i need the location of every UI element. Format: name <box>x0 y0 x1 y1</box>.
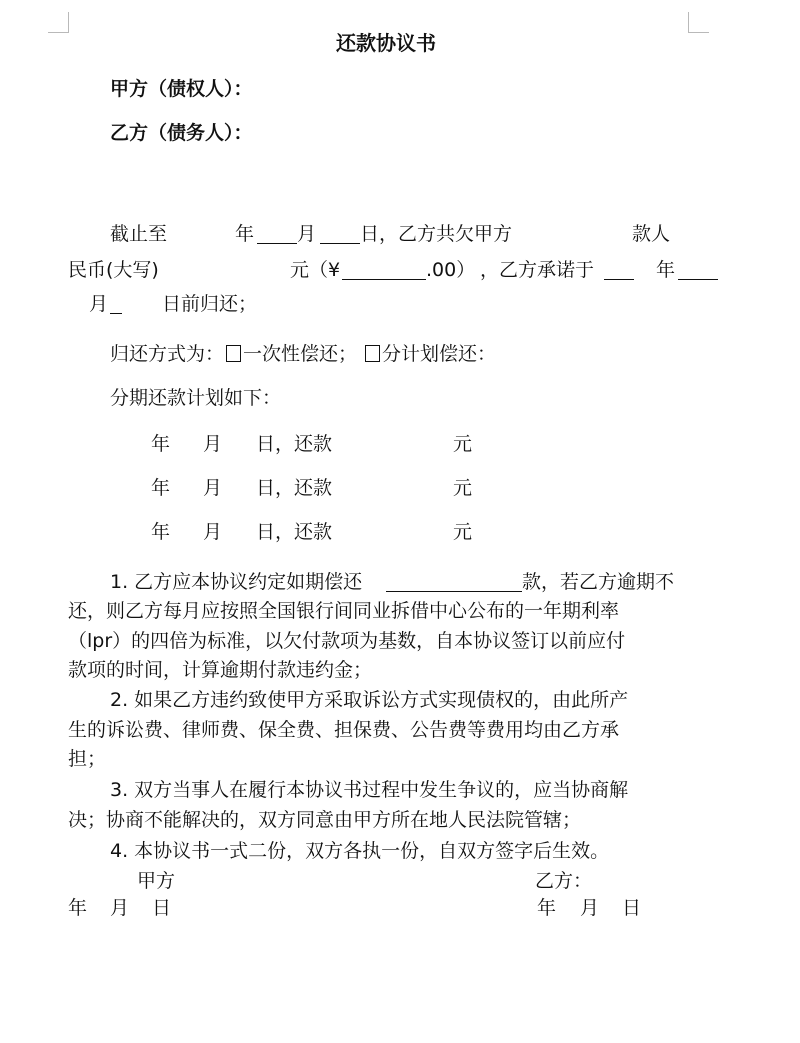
page-corner-mark-top-right <box>688 12 709 33</box>
installment-checkbox[interactable] <box>365 345 380 362</box>
plan-row-1-month: 月 <box>203 433 223 455</box>
plan-row-3-day: 日，还款 <box>256 521 333 543</box>
party-b-label: 乙方（债务人）： <box>110 122 253 144</box>
amount-decimal-label: .00） <box>426 259 476 281</box>
debt-date-prefix: 截止至 <box>110 223 168 245</box>
debt-owed-text: 日，乙方共欠甲方 <box>360 223 513 245</box>
clause-1-line-1b: 款，若乙方逾期不 <box>522 571 675 593</box>
plan-row-2-day: 日，还款 <box>256 477 333 499</box>
clause-4: 4. 本协议书一式二份，双方各执一份，自双方签字后生效。 <box>110 840 610 862</box>
lump-sum-label: 一次性偿还； <box>243 343 358 365</box>
plan-row-3-unit: 元 <box>453 521 473 543</box>
party-a-label: 甲方（债权人）： <box>110 78 253 100</box>
clause-2-line-3: 担； <box>68 748 107 770</box>
plan-row-2-year: 年 <box>151 477 171 499</box>
amount-yuan-label: 元（¥ <box>290 259 341 281</box>
clause-2-line-1: 2. 如果乙方违约致使甲方采取诉讼方式实现债权的，由此所产 <box>110 689 629 711</box>
plan-row-3-month: 月 <box>203 521 223 543</box>
page-corner-mark-top-left <box>48 12 69 33</box>
promise-deadline-text: 日前归还； <box>162 293 258 315</box>
plan-row-1-unit: 元 <box>453 433 473 455</box>
plan-row-3-year: 年 <box>151 521 171 543</box>
promise-year-blank <box>604 259 634 280</box>
clause-3-line-1: 3. 双方当事人在履行本协议书过程中发生争议的，应当协商解 <box>110 779 629 801</box>
party-b-sign-year: 年 <box>537 897 557 919</box>
clause-3-line-2: 决；协商不能解决的，双方同意由甲方所在地人民法院管辖； <box>68 809 582 831</box>
party-b-signature-label: 乙方： <box>535 870 593 892</box>
repayment-method-line <box>110 341 496 367</box>
promise-month-label: 月 <box>89 293 109 315</box>
amount-number-blank <box>342 259 426 280</box>
debt-day-blank <box>320 223 360 244</box>
document-title: 还款协议书 <box>336 31 436 55</box>
party-a-sign-year: 年 <box>68 897 88 919</box>
clause-2-line-2: 生的诉讼费、律师费、保全费、担保费、公告费等费用均由乙方承 <box>68 719 620 741</box>
plan-row-2-month: 月 <box>203 477 223 499</box>
promise-day-blank <box>110 293 122 314</box>
lump-sum-checkbox[interactable] <box>226 345 241 362</box>
installment-plan-intro: 分期还款计划如下： <box>110 387 282 409</box>
party-a-sign-month: 月 <box>110 897 130 919</box>
plan-row-2-unit: 元 <box>453 477 473 499</box>
debt-year-label: 年 <box>235 223 255 245</box>
clause-1-line-2: 还，则乙方每月应按照全国银行间同业拆借中心公布的一年期利率 <box>68 600 620 622</box>
repayment-method-label: 归还方式为： <box>110 343 225 365</box>
plan-row-1-day: 日，还款 <box>256 433 333 455</box>
promise-month-blank <box>678 259 718 280</box>
debt-month-label: 月 <box>297 223 317 245</box>
installment-label: 分计划偿还： <box>382 343 497 365</box>
party-a-signature-label: 甲方 <box>137 870 176 892</box>
party-a-sign-day: 日 <box>152 897 172 919</box>
clause-1-line-1a: 1. 乙方应本协议约定如期偿还 <box>110 571 363 593</box>
clause-1-line-4: 款项的时间，计算逾期付款违约金； <box>68 659 373 681</box>
party-b-sign-day: 日 <box>622 897 642 919</box>
promise-text: ，乙方承诺于 <box>480 259 595 281</box>
promise-year-label: 年 <box>656 259 676 281</box>
debt-amount-text: 款人 <box>632 223 671 245</box>
plan-row-1-year: 年 <box>151 433 171 455</box>
debt-month-blank <box>257 223 297 244</box>
party-b-sign-month: 月 <box>580 897 600 919</box>
amount-capital-label: 民币(大写) <box>68 259 159 281</box>
clause-1-amount-blank <box>386 571 522 592</box>
clause-1-line-3: （lpr）的四倍为标准，以欠付款项为基数，自本协议签订以前应付 <box>68 630 626 652</box>
